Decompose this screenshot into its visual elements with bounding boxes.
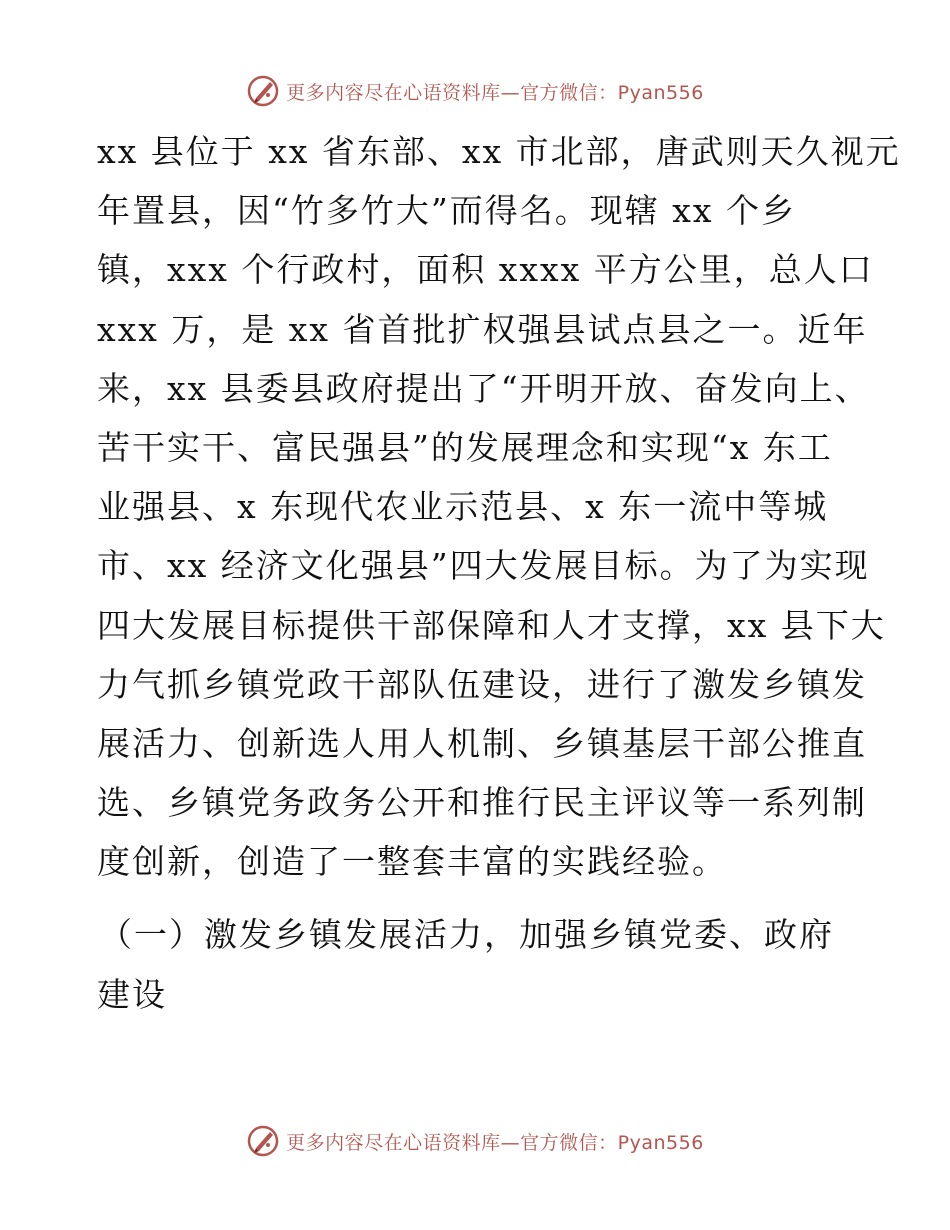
text-line: 市、xx 经济文化强县”四大发展目标。为了为实现 bbox=[97, 546, 870, 586]
text-line: 四大发展目标提供干部保障和人才支撑，xx 县下大 bbox=[97, 605, 886, 645]
heading-line: （一）激发乡镇发展活力，加强乡镇党委、政府 bbox=[99, 915, 834, 955]
watermark-footer bbox=[0, 1121, 950, 1161]
watermark-text: 更多内容尽在心语资料库—官方微信：Pyan556 bbox=[286, 81, 704, 104]
heading-line: 建设 bbox=[97, 974, 167, 1014]
text-line: 力气抓乡镇党政干部队伍建设，进行了激发乡镇发 bbox=[97, 664, 867, 704]
text-line: 苦干实干、富民强县”的发展理念和实现“x 东工 bbox=[97, 427, 833, 467]
text-line: 度创新，创造了一整套丰富的实践经验。 bbox=[97, 842, 727, 882]
watermark-text: 更多内容尽在心语资料库—官方微信：Pyan556 bbox=[286, 1131, 704, 1154]
text-line: 业强县、x 东现代农业示范县、x 东一流中等城 bbox=[97, 487, 829, 527]
text-line: xx 县位于 xx 省东部、xx 市北部，唐武则天久视元 bbox=[97, 132, 901, 171]
watermark-header bbox=[0, 71, 950, 111]
document-body bbox=[97, 122, 901, 1024]
text-line: 选、乡镇党务政务公开和推行民主评议等一系列制 bbox=[97, 783, 867, 823]
text-line: xxx 万，是 xx 省首批扩权强县试点县之一。近年 bbox=[97, 309, 868, 349]
text-line: 镇，xxx 个行政村，面积 xxxx 平方公里，总人口 bbox=[97, 250, 874, 290]
body-paragraph bbox=[97, 122, 901, 891]
text-line: 来，xx 县委县政府提出了“开明开放、奋发向上、 bbox=[97, 368, 870, 408]
text-line: 年置县，因“竹多竹大”而得名。现辖 xx 个乡 bbox=[97, 191, 796, 231]
pen-logo-icon bbox=[246, 74, 280, 108]
pen-logo-icon bbox=[246, 1124, 280, 1158]
section-heading bbox=[97, 905, 867, 1023]
text-line: 展活力、创新选人用人机制、乡镇基层干部公推直 bbox=[97, 723, 867, 763]
